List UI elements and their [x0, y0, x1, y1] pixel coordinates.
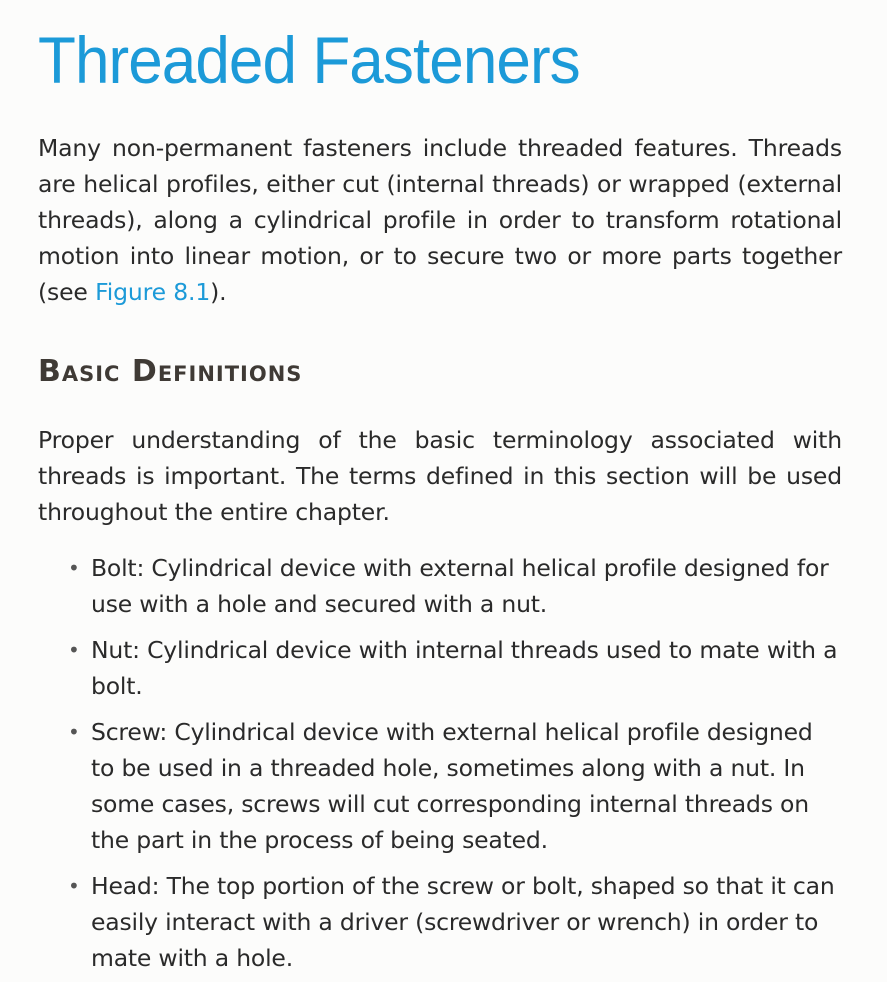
- definition-text: Nut: Cylindrical device with internal threads used to mate with a bolt.: [91, 636, 838, 700]
- section-lead-paragraph: Proper understanding of the basic terminology associated with threads is important. The terms defined in this section will be used throughout the entire chapter.: [38, 426, 842, 526]
- section-heading: Basic Definitions: [38, 354, 303, 389]
- list-item-bolt: [38, 550, 842, 622]
- intro-text: Many non-permanent fasteners include threaded features. Threads are helical profiles, either cut (internal threads) or wrapped (external threads), along a cylindrical profile in order to transform rotational motion into linear motion, or to secure two or more parts together (see: [38, 134, 842, 306]
- figure-reference-link[interactable]: Figure 8.1: [95, 278, 211, 306]
- definition-text: Bolt: Cylindrical device with external helical profile designed for use with a hole and secured with a nut.: [91, 554, 829, 618]
- intro-paragraph: [38, 130, 842, 310]
- bullet-icon: •: [68, 874, 80, 898]
- list-item-head: [38, 868, 842, 976]
- definition-text: Head: The top portion of the screw or bolt, shaped so that it can easily interact with a driver (screwdriver or wrench) in order to mate with a hole.: [91, 872, 835, 972]
- definitions-list: [38, 550, 842, 976]
- list-item-nut: [38, 632, 842, 704]
- page-title: Threaded Fasteners: [38, 23, 580, 97]
- bullet-icon: •: [68, 638, 80, 662]
- intro-text-end: ).: [210, 278, 227, 306]
- bullet-icon: •: [68, 556, 80, 580]
- definition-text: Screw: Cylindrical device with external helical profile designed to be used in a threaded hole, sometimes along with a nut. In some cases, screws will cut corresponding internal threads on the part in the process of being seated.: [91, 718, 813, 854]
- list-item-screw: [38, 714, 842, 858]
- bullet-icon: •: [68, 720, 80, 744]
